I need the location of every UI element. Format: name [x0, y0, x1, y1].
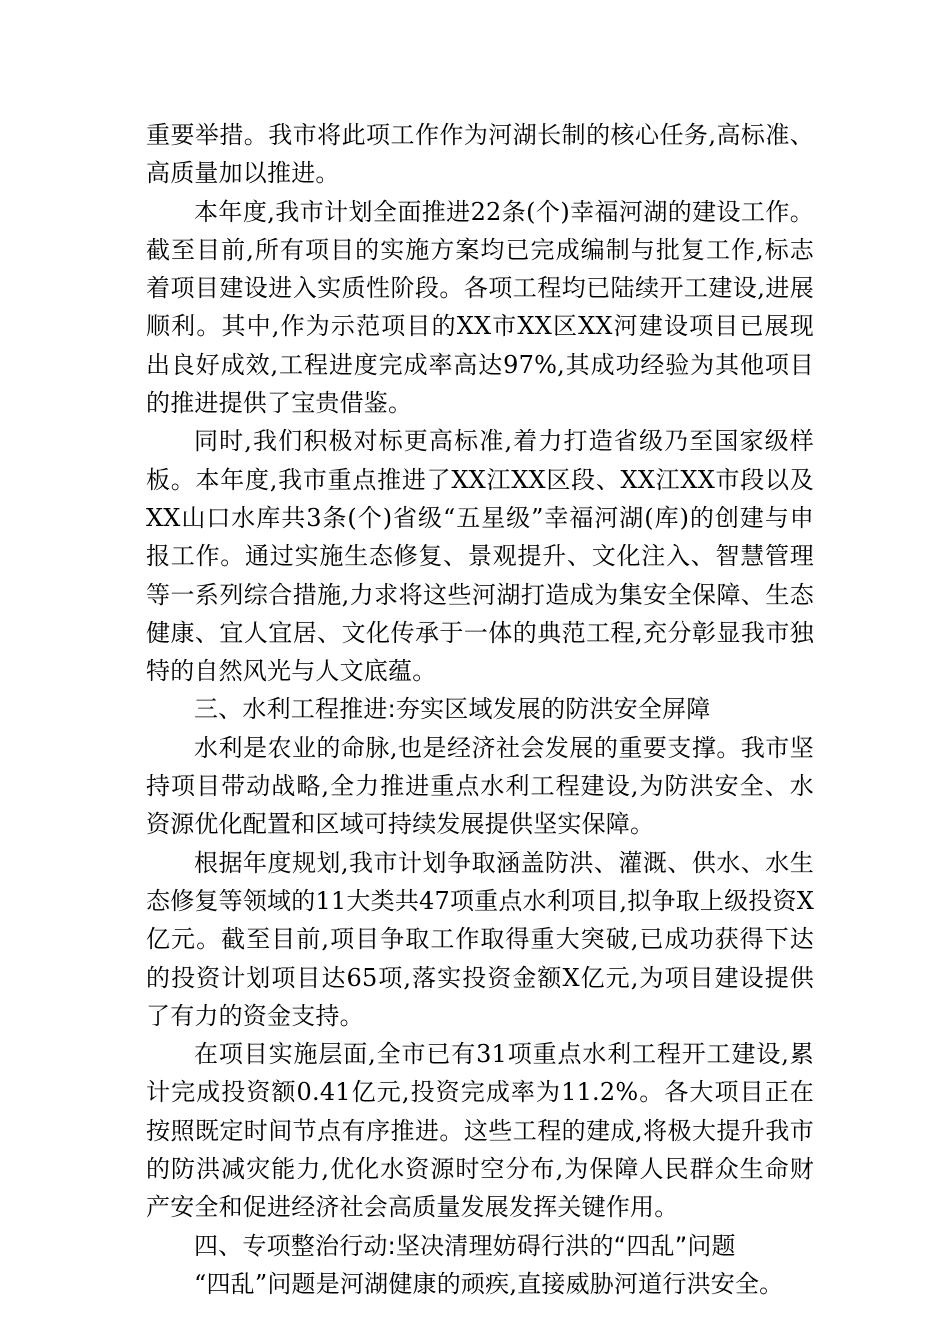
paragraph-happy-rivers-plan: 本年度,我市计划全面推进22条(个)幸福河湖的建设工作。截至目前,所有项目的实施方案均已完成编制与批复工作,标志着项目建设进入实质性阶段。各项工程均已陆续开工建设,进展顺利。其中,作为示范项目的XX市XX区XX河建设项目已展现出良好成效,工程进度完成率高达97%,其成功经验为其他项目的推进提供了宝贵借鉴。: [146, 197, 814, 418]
paragraph-provincial-model: 同时,我们积极对标更高标准,着力打造省级乃至国家级样板。本年度,我市重点推进了XX江XX区段、XX江XX市段以及XX山口水库共3条(个)省级“五星级”幸福河湖(库)的创建与申报工作。通过实施生态修复、景观提升、文化注入、智慧管理等一系列综合措施,力求将这些河湖打造成为集安全保障、生态健康、宜人宜居、文化传承于一体的典范工程,充分彰显我市独特的自然风光与人文底蕴。: [146, 427, 814, 686]
paragraph-annual-planning: 根据年度规划,我市计划争取涵盖防洪、灌溉、供水、水生态修复等领域的11大类共47项重点水利项目,拟争取上级投资X亿元。截至目前,项目争取工作取得重大突破,已成功获得下达的投资计划项目达65项,落实投资金额X亿元,为项目建设提供了有力的资金支持。: [146, 848, 814, 1030]
paragraph-implementation: 在项目实施层面,全市已有31项重点水利工程开工建设,累计完成投资额0.41亿元,投资完成率为11.2%。各大项目正在按照既定时间节点有序推进。这些工程的建成,将极大提升我市的防洪减灾能力,优化水资源时空分布,为保障人民群众生命财产安全和促进经济社会高质量发展发挥关键作用。: [146, 1040, 814, 1222]
paragraph-four-chaos: “四乱”问题是河湖健康的顽疾,直接威胁河道行洪安全。: [194, 1269, 784, 1298]
section-heading-special-rectification: 四、专项整治行动:坚决清理妨碍行洪的“四乱”问题: [194, 1231, 736, 1260]
paragraph-continuation: 重要举措。我市将此项工作作为河湖长制的核心任务,高标准、高质量加以推进。: [146, 121, 814, 188]
paragraph-water-importance: 水利是农业的命脉,也是经济社会发展的重要支撑。我市坚持项目带动战略,全力推进重点水利工程建设,为防洪安全、水资源优化配置和区域可持续发展提供坚实保障。: [146, 733, 814, 839]
section-heading-water-projects: 三、水利工程推进:夯实区域发展的防洪安全屏障: [194, 695, 711, 724]
document-body: [146, 116, 814, 1303]
